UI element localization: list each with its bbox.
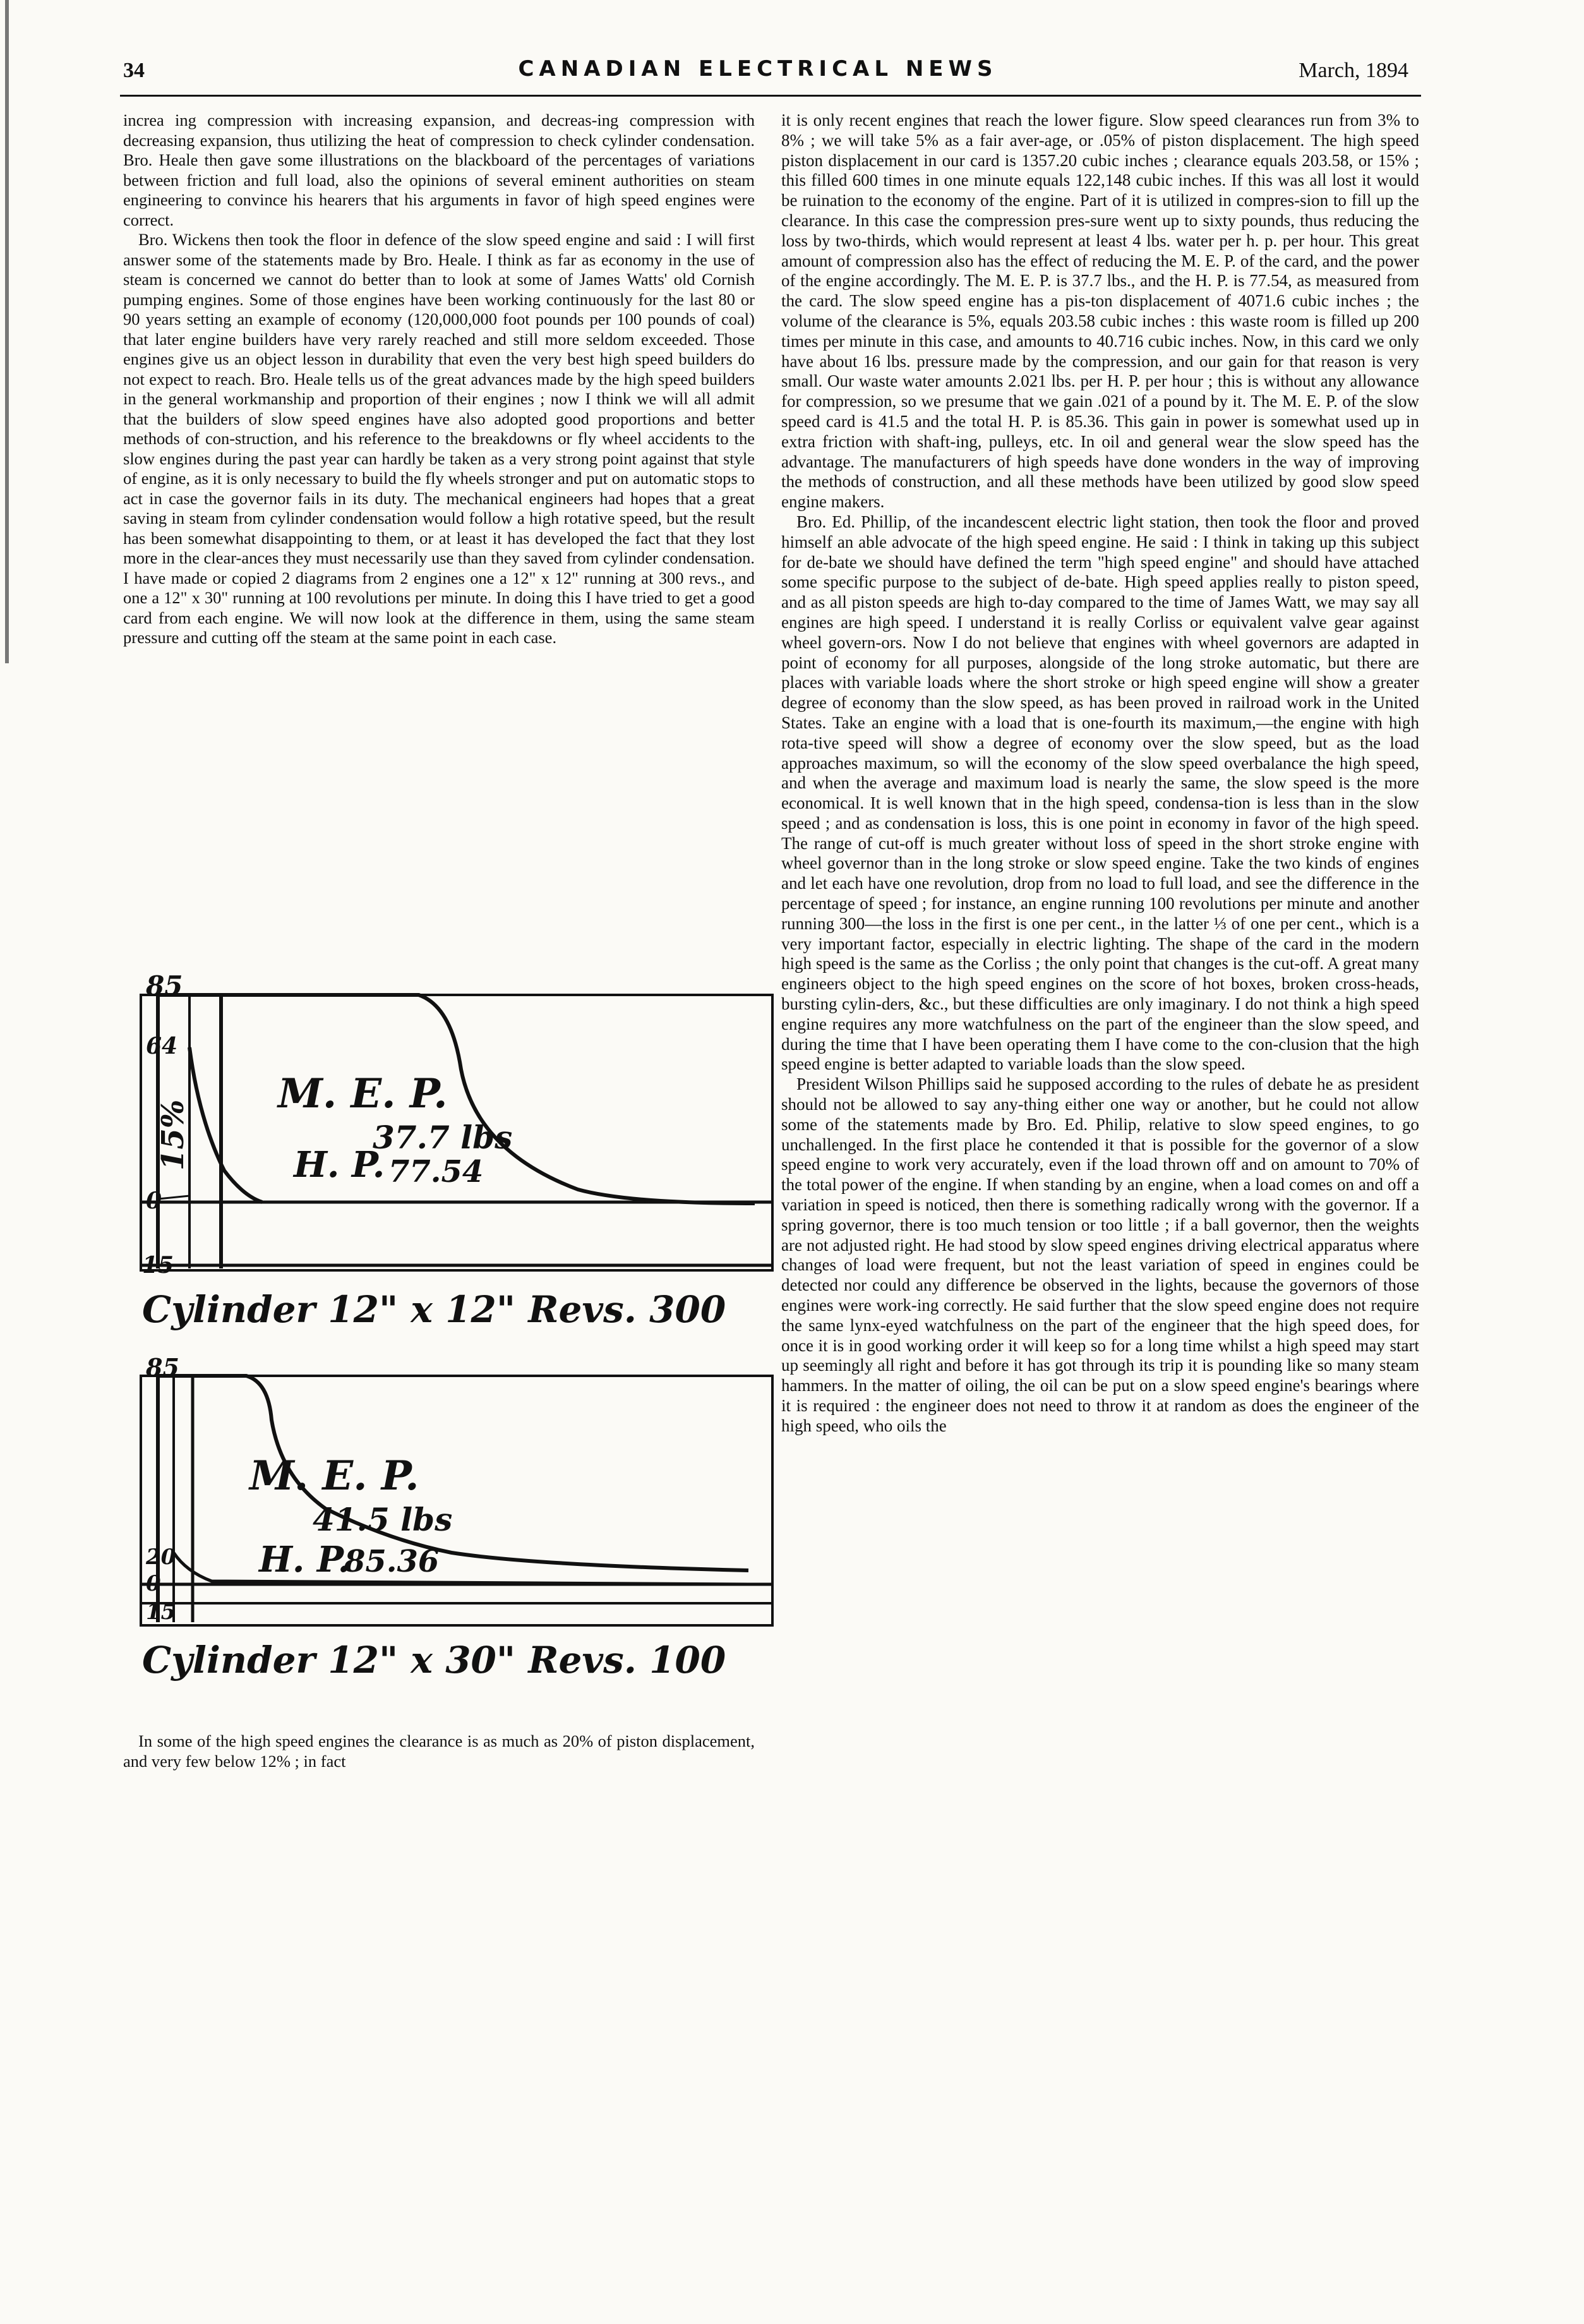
right-paragraph: President Wilson Phillips said he supposed according to the rules of debate he as president should not be allowed to say any-thing either one way or another, but he could not allow some of the statements made by Bro. Ed. Philip, relative to slow speed engines, to go unchallenged. In the first place he contended it that is possible for the governor of a slow speed engine to work very accurately, even if the load thrown off and on amount to 70% of the total power of the engine. If when standing by an engine, when a load comes on and off a variation in speed is noticed, then there is something radically wrong with the governor. If a spring governor, there is too much tension or too little ; if a ball governor, then the weights are not adjusted right. He had stood by slow speed engines driving electrical apparatus where changes of load were frequent, but not the least variation of speed in engines could be detected nor could any difference be observed in the lights, because the governors of those engines were work-ing correctly. He said further that the slow speed engine does not require the same lynx-eyed watchfulness on the part of the engineer that the high speed does, for once it is in good working order it will keep so for a long time whilst a high speed may start up seemingly all right and before it has got through its trip it is pounding like so many steam hammers. In the matter of oiling, the oil can be put on a slow speed engine's bearings where it is required : the engineer does not need to throw it at random as does the engineer of the high speed, who oils the — [781, 1075, 1419, 1435]
pressure-label: 64 — [146, 1033, 178, 1059]
masthead: CANADIAN ELECTRICAL NEWS — [518, 56, 998, 81]
hp-value: 85.36 — [344, 1544, 440, 1579]
left-column-continuation — [123, 1731, 755, 1771]
pressure-label: 0 — [146, 1571, 161, 1596]
left-column — [123, 111, 755, 648]
pressure-label: 85 — [146, 970, 183, 1001]
header-rule — [120, 95, 1421, 97]
clearance-label: 15% — [155, 1099, 191, 1171]
mep-value: 37.7 lbs — [373, 1119, 513, 1156]
left-paragraph: In some of the high speed engines the clearance is as much as 20% of piston displacement, and very few below 12% ; in fact — [123, 1731, 755, 1771]
left-paragraph: increa ing compression with increasing expansion, and decreas-ing compression with decreasing expansion, thus utilizing the heat of compression to check cylinder condensation. Bro. Heale then gave some illustrations on the blackboard of the percentages of variations between friction and full load, also the opinions of several eminent authorities on steam engineering to convince his hearers that his arguments in favor of high speed engines were correct. — [123, 111, 755, 229]
hp-value: 77.54 — [388, 1154, 484, 1189]
binding-edge-mark — [5, 0, 9, 663]
mep-label: M. E. P. — [249, 1452, 419, 1500]
pressure-label: 85 — [146, 1353, 179, 1382]
diagram-caption: Cylinder 12" x 12" Revs. 300 — [142, 1288, 726, 1331]
indicator-diagram-slow-speed — [123, 1353, 780, 1707]
right-paragraph: it is only recent engines that reach the lower figure. Slow speed clearances run from 3% to 8% ; we will take 5% as a fair aver-age, or .05% of piston displacement. The high speed piston displacement in our card is 1357.20 cubic inches ; clearance equals 203.58, or 15% ; this filled 600 times in one minute equals 122,148 cubic inches. If this was all lost it would be ruination to the economy of the engine. Part of it is utilized in compres-sion to fill up the clearance. In this case the compression pres-sure went up to sixty pounds, thus reducing the loss by two-thirds, which would represent at least 4 lbs. water per h. p. per hour. This great amount of compression also has the effect of reducing the M. E. P. of the card, and the power of the engine accordingly. The M. E. P. is 37.7 lbs., and the H. P. is 77.54, as measured from the card. The slow speed engine has a pis-ton displacement of 4071.6 cubic inches ; the volume of the clearance is 5%, equals 203.58 cubic inches : this waste room is filled up 200 times per minute in this case, and amounts to 40.716 cubic inches. Now, in this card we only have about 16 lbs. pressure made by the compression, and our gain for that reason is very small. Our waste water amounts 2.021 lbs. per H. P. per hour ; this is without any allowance for compression, so we presume that we gain .021 of a pound by it. The M. E. P. of the slow speed card is 41.5 and the total H. P. is 85.36. This gain in power is somewhat used up in extra friction with shaft-ing, pulleys, etc. In oil and general wear the slow speed has the advantage. The manufacturers of high speeds have done wonders in the way of improving the methods of construction, and all these methods have been utilized by good slow speed engine makers. — [781, 111, 1419, 512]
pressure-label: 0 — [146, 1188, 162, 1214]
issue-date: March, 1894 — [1299, 59, 1408, 82]
pressure-label: 15 — [146, 1599, 176, 1625]
right-paragraph: Bro. Ed. Phillip, of the incandescent electric light station, then took the floor and proved himself an able advocate of the high speed engine. He said : I think in taking up this subject for de-bate we should have defined the term "high speed engine" and should have attached some specific purpose to the subject of de-bate. High speed applies really to piston speed, and as all piston speeds are high to-day compared to the time of James Watt, we may say all engines are high speed. I understand it is really Corliss or equivalent valve gear against wheel govern-ors. Now I do not believe that engines with wheel governors are adapted in point of economy for all purposes, alongside of the long stroke automatic, but there are places with variable loads where the short stroke or high speed engine will show a greater degree of economy than the slow speed, as has been proved in railroad work in the United States. Take an engine with a load that is one-fourth its maximum,—the engine with high rota-tive speed will show a degree of economy over the slow speed, but as the load approaches maximum, so will the economy of the slow speed overbalance the high speed, and when the average and maximum load is nearly the same, the slow speed is the more economical. It is well known that in the high speed, condensa-tion is less than in the slow speed ; and as condensation is loss, this is one point in economy in favor of the high speed. The range of cut-off is much greater without loss of speed in the short stroke engine with wheel governor than in the long stroke or slow speed engine. Take the two kinds of engines and let each have one revolution, drop from no load to full load, and see the difference in the percentage of speed ; for instance, an engine running 100 revolutions per minute and another running 300—the loss in the first is one per cent., in the latter ⅓ of one per cent., which is a very important factor, especially in electric lighting. The shape of the card in the modern high speed is the same as the Corliss ; the only point that changes is the cut-off. A great many engineers object to the high speed engines on the score of hot boxes, broken cross-heads, bursting cylin-ders, &c., but these difficulties are only imaginary. I do not think a high speed engine requires any more watchfulness on the part of the engineer than the slow speed, and during the time that I have been operating them I have come to the con-clusion that the high speed engine is better adapted to variable loads than the slow speed. — [781, 512, 1419, 1074]
left-paragraph: Bro. Wickens then took the floor in defence of the slow speed engine and said : I will first answer some of the statements made by Bro. Heale. I think as far as economy in the use of steam is concerned we cannot do better than to look at some of James Watts' old Cornish pumping engines. Some of those engines have been working continuously for the last 80 or 90 years setting an example of economy (120,000,000 foot pounds per 100 pounds of coal) that later engine builders have very rarely reached and still more seldom exceeded. Those engines give us an object lesson in durability that even the very best high speed builders do not expect to reach. Bro. Heale tells us of the great advances made by the high speed builders in the general workmanship and proportion of their engines ; now I think we will all admit that the builders of slow speed engines have also adopted good proportions and better methods of con-struction, and his reference to the breakdowns or fly wheel accidents to the slow engines during the past year can hardly be taken as a very strong point against that style of engine, as it is only necessary to build the fly wheels stronger and put on automatic stops to act in case the governor fails in its duty. The mechanical engineers had hopes that a great saving in steam from cylinder condensation would follow a high rotative speed, but the result has been somewhat disappointing to them, or at least it has developed the fact that they lost more in the clear-ances they must necessarily use than they saved from cylinder condensation. I have made or copied 2 diagrams from 2 engines one a 12" x 12" running at 300 revs., and one a 12" x 30" running at 100 revolutions per minute. In doing this I have tried to get a good card from each engine. We will now look at the difference in them, using the same steam pressure and cutting off the steam at the same point in each case. — [123, 230, 755, 647]
diagram-caption: Cylinder 12" x 30" Revs. 100 — [142, 1639, 726, 1682]
indicator-diagram-high-speed — [123, 970, 780, 1360]
page-header — [95, 47, 1427, 101]
hp-label: H. P. — [259, 1539, 351, 1580]
newspaper-page — [95, 47, 1427, 2284]
mep-label: M. E. P. — [278, 1070, 448, 1117]
hp-label: H. P. — [294, 1144, 385, 1186]
pressure-label: 20 — [146, 1544, 176, 1570]
page-number: 34 — [123, 59, 145, 82]
right-column — [781, 111, 1419, 1436]
pressure-label: 15 — [142, 1252, 174, 1279]
mep-value: 41.5 lbs — [313, 1501, 453, 1538]
